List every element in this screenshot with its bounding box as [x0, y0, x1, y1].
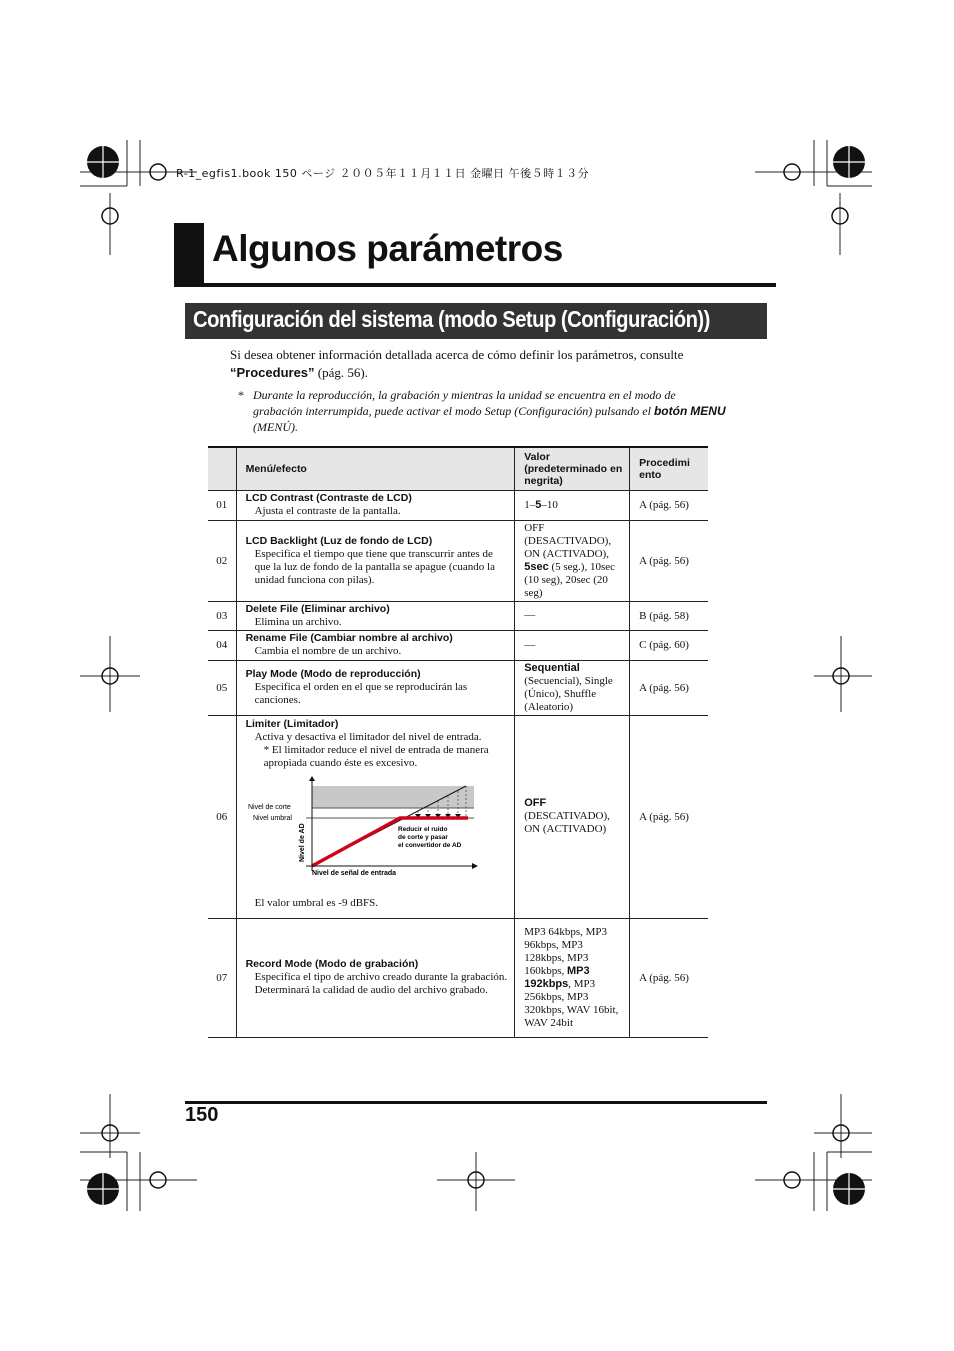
menu-subnote: * El limitador reduce el nivel de entrada de manera apropiada cuando éste es excesivo.	[263, 743, 489, 769]
note-tail: (MENÚ).	[253, 420, 298, 434]
intro-paragraph	[230, 346, 730, 382]
value-post: –10	[541, 498, 558, 511]
procedure-ref: A (pág. 56)	[630, 918, 708, 1037]
label-threshold: Nivel umbral	[252, 814, 292, 822]
row-num: 01	[208, 490, 236, 520]
procedure-ref: A (pág. 56)	[630, 490, 708, 520]
value-post: , MP3 256kbps, MP3 320kbps, WAV 16bit, WAV 24bit	[524, 977, 619, 1029]
value-default: 5sec	[524, 560, 549, 573]
menu-name: LCD Contrast (Contraste de LCD)	[245, 492, 412, 504]
value-default: MP3 192kbps	[524, 964, 590, 990]
intro-text: Si desea obtener información detallada acerca de cómo definir los parámetros, consulte	[230, 347, 684, 362]
note-bold-menu: MENU	[690, 404, 726, 418]
table-row	[208, 490, 708, 520]
value-pre: 1–	[524, 498, 536, 511]
row-num: 03	[208, 601, 236, 630]
clip-region	[312, 786, 474, 808]
section-title: Configuración del sistema (modo Setup (Configuración))	[193, 306, 710, 332]
menu-desc: Elimina un archivo.	[254, 615, 342, 628]
title-block-marker	[174, 223, 204, 285]
file-header-line: R-1_egfis1.book 150 ページ ２００５年１１月１１日 金曜日 午後５時１３分	[176, 167, 590, 180]
value-post: (DESCATIVADO), ON (ACTIVADO)	[524, 810, 610, 835]
table-row	[208, 660, 708, 715]
table-row	[208, 918, 708, 1037]
procedure-ref: A (pág. 56)	[630, 660, 708, 715]
value-post: (5 seg.), 10sec (10 seg), 20sec (20 seg)	[524, 560, 615, 599]
menu-name: Limiter (Limitador)	[245, 717, 339, 730]
menu-desc: Especifica el orden en el que se reproducirán las canciones.	[254, 681, 468, 706]
menu-desc: Especifica el tiempo que tiene que transcurrir antes de que la luz de fondo de la pantalla se apague (cuando la unidad funciona con pilas).	[254, 547, 495, 586]
row-num: 02	[208, 520, 236, 601]
header-procedure: Procedimi ento	[630, 447, 708, 490]
procedure-ref: A (pág. 56)	[630, 715, 708, 918]
header-num	[208, 447, 236, 490]
procedure-ref: B (pág. 58)	[630, 601, 708, 630]
label-clip-level: Nivel de corte	[247, 803, 291, 811]
menu-name: Delete File (Eliminar archivo)	[245, 602, 390, 615]
parameters-table	[208, 446, 708, 1038]
value-pre: —	[524, 638, 536, 651]
row-num: 07	[208, 918, 236, 1037]
note-star: *	[238, 388, 244, 402]
label-x-axis: Nivel de señal de entrada	[311, 869, 396, 877]
value-pre: MP3 64kbps, MP3 96kbps, MP3 128kbps, MP3 160kbps,	[524, 925, 608, 977]
x-axis-arrow	[472, 863, 478, 869]
threshold-note: El valor umbral es -9 dBFS.	[254, 896, 379, 909]
value-default: 5	[535, 498, 542, 511]
procedure-ref: C (pág. 60)	[630, 630, 708, 660]
value-pre: —	[524, 609, 536, 621]
menu-name: Record Mode (Modo de grabación)	[245, 958, 419, 970]
page-title: Algunos parámetros	[212, 228, 563, 269]
table-row	[208, 520, 708, 601]
row-num: 05	[208, 660, 236, 715]
note-paragraph	[238, 387, 728, 435]
value-default: OFF	[524, 797, 547, 809]
title-rule	[174, 283, 776, 287]
y-axis-arrow	[309, 776, 315, 781]
table-row	[208, 715, 708, 918]
limiter-diagram	[246, 776, 508, 888]
row-num: 04	[208, 630, 236, 660]
header-menu: Menú/efecto	[236, 447, 515, 490]
value-default: Sequential	[524, 661, 580, 674]
menu-desc: Especifica el tipo de archivo creado durante la grabación. Determinará la calidad de audio del archivo grabado.	[254, 971, 508, 996]
note-bold-boton: botón	[653, 404, 688, 418]
page-rule	[185, 1101, 767, 1104]
label-reduce-3: el convertidor de AD	[397, 841, 461, 849]
label-reduce-1: Reducir el ruido	[397, 825, 448, 833]
procedure-ref: A (pág. 56)	[630, 520, 708, 601]
page-number: 150	[185, 1104, 219, 1126]
value-pre: OFF (DESACTIVADO), ON (ACTIVADO),	[524, 521, 612, 560]
menu-desc: Ajusta el contraste de la pantalla.	[254, 505, 401, 517]
label-reduce-2: de corte y pasar	[397, 833, 448, 841]
table-row	[208, 601, 708, 630]
menu-name: Rename File (Cambiar nombre al archivo)	[245, 632, 453, 644]
menu-name: Play Mode (Modo de reproducción)	[245, 668, 421, 680]
note-text: Durante la reproducción, la grabación y mientras la unidad se encuentra en el modo de grabación interrumpida, puede activar el modo Setup (Configuración) pulsando el	[253, 388, 676, 418]
row-num: 06	[208, 715, 236, 918]
menu-name: LCD Backlight (Luz de fondo de LCD)	[245, 534, 433, 547]
table-header-row	[208, 447, 708, 490]
label-y-axis: Nivel de AD	[298, 822, 306, 862]
table-row	[208, 630, 708, 660]
intro-ref: (pág. 56).	[317, 365, 368, 380]
menu-desc: Activa y desactiva el limitador del nivel de entrada.	[254, 730, 482, 743]
procedures-link[interactable]: “Procedures”	[230, 365, 315, 380]
menu-desc: Cambia el nombre de un archivo.	[254, 645, 402, 657]
value-post: (Secuencial), Single (Único), Shuffle (Aleatorio)	[524, 674, 613, 713]
header-value: Valor (predeterminado en negrita)	[515, 447, 630, 490]
